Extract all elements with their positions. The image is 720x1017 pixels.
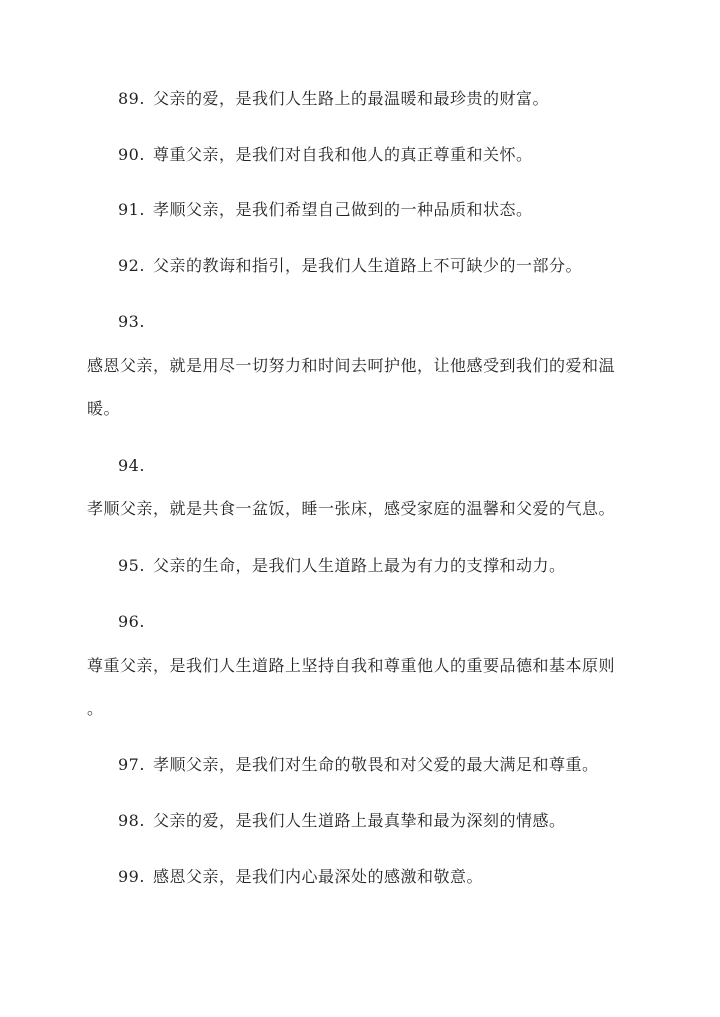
item-number: 95. xyxy=(118,556,145,575)
item-text-line: 暖。 xyxy=(87,399,121,418)
item-text: 感恩父亲，是我们内心最深处的感激和敬意。 xyxy=(152,867,483,886)
item-text: 孝顺父亲，是我们希望自己做到的一种品质和状态。 xyxy=(152,200,533,219)
item-number: 98. xyxy=(118,811,145,830)
list-item xyxy=(118,555,565,577)
item-text-line: 感恩父亲，就是用尽一切努力和时间去呵护他，让他感受到我们的爱和温 xyxy=(87,356,616,375)
item-number: 89. xyxy=(118,89,145,108)
item-text: 父亲的爱，是我们人生道路上最真挚和最为深刻的情感。 xyxy=(152,811,566,830)
item-text-line: 尊重父亲，是我们人生道路上坚持自我和尊重他人的重要品德和基本原则 xyxy=(87,656,616,675)
item-text: 父亲的爱，是我们人生路上的最温暖和最珍贵的财富。 xyxy=(152,89,549,108)
list-item xyxy=(118,199,532,221)
item-text: 孝顺父亲，是我们对生命的敬畏和对父爱的最大满足和尊重。 xyxy=(152,755,599,774)
item-number: 94. xyxy=(118,456,145,475)
list-item xyxy=(118,88,549,110)
item-text-line: 孝顺父亲，就是共食一盆饭，睡一张床，感受家庭的温馨和父爱的气息。 xyxy=(87,499,616,518)
list-item xyxy=(118,810,565,832)
list-item xyxy=(118,255,582,277)
list-item xyxy=(118,754,598,776)
item-number: 91. xyxy=(118,200,145,219)
item-number: 90. xyxy=(118,145,145,164)
item-text: 父亲的教诲和指引，是我们人生道路上不可缺少的一部分。 xyxy=(152,256,582,275)
list-item xyxy=(118,866,483,888)
item-number: 97. xyxy=(118,755,145,774)
item-number: 93. xyxy=(118,312,145,331)
list-item xyxy=(118,144,532,166)
item-number: 99. xyxy=(118,867,145,886)
item-number: 92. xyxy=(118,256,145,275)
item-text: 父亲的生命，是我们人生道路上最为有力的支撑和动力。 xyxy=(152,556,566,575)
item-text-line: 。 xyxy=(87,699,104,718)
item-number: 96. xyxy=(118,612,145,631)
item-text: 尊重父亲，是我们对自我和他人的真正尊重和关怀。 xyxy=(152,145,533,164)
